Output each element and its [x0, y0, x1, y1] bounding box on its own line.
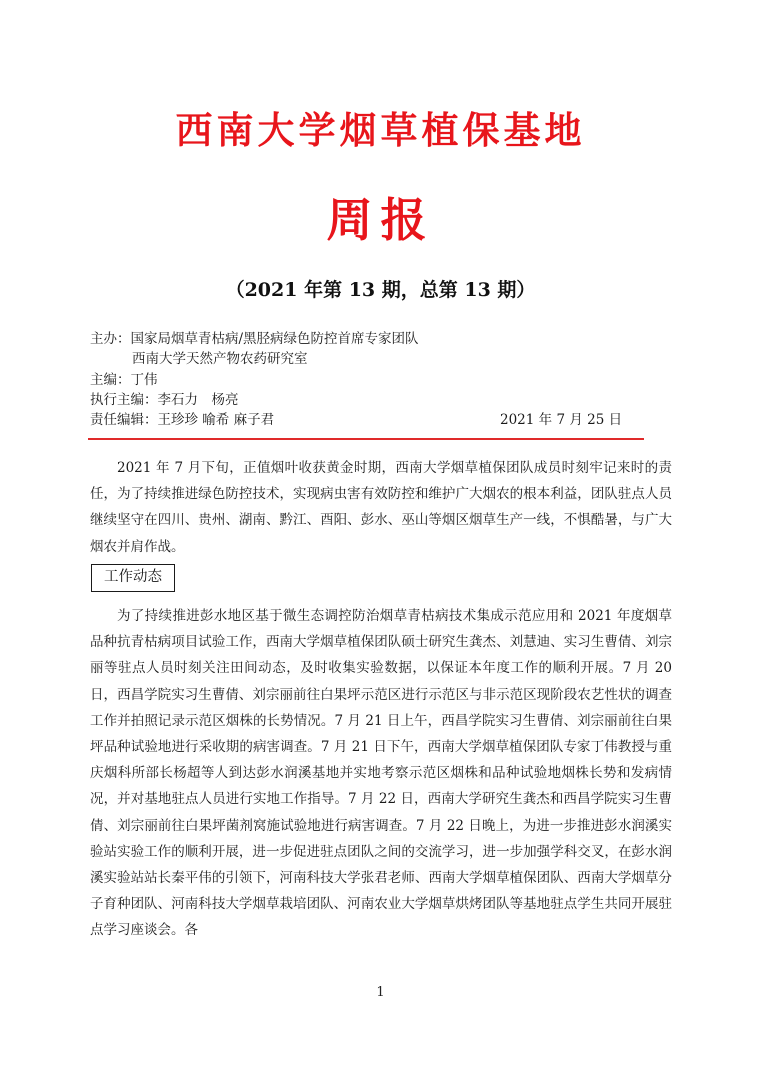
responsible-editors-line: [90, 411, 650, 430]
report-title: 西南大学烟草植保基地: [175, 108, 586, 152]
header-divider: [88, 438, 644, 440]
sponsor-primary: 国家局烟草青枯病/黑胫病绿色防控首席专家团队: [130, 331, 419, 347]
sponsor-line: [90, 330, 650, 349]
chief-editor: 主编：丁伟: [90, 372, 158, 388]
report-subtitle: 周报: [326, 193, 435, 247]
issue-number: （2021 年第 13 期，总第 13 期）: [225, 279, 536, 301]
section-heading: 工作动态: [104, 569, 162, 585]
page-number: 1: [376, 985, 385, 1000]
responsible-editors: 责任编辑：王珍珍 喻希 麻子君: [90, 412, 275, 428]
intro-paragraph: 2021 年 7 月下旬，正值烟叶收获黄金时期，西南大学烟草植保团队成员时刻牢记来时的责任，为了持续推进绿色防控技术，实现病虫害有效防控和维护广大烟农的根本利益，团队驻点人员继续坚守在四川、贵州、湖南、黔江、酉阳、彭水、巫山等烟区烟草生产一线，不惧酷暑，与广大烟农并肩作战。: [90, 460, 672, 555]
issue-date: 2021 年 7 月 25 日: [500, 412, 623, 428]
sponsor-label: 主办：: [90, 331, 131, 347]
sponsor-secondary: 西南大学天然产物农药研究室: [132, 351, 308, 367]
work-news-paragraph: 为了持续推进彭水地区基于微生态调控防治烟草青枯病技术集成示范应用和 2021 年度烟草品种抗青枯病项目试验工作，西南大学烟草植保团队硕士研究生龚杰、刘慧迪、实习生曹倩、刘宗丽等驻点人员时刻关注田间动态，及时收集实验数据，以保证本年度工作的顺利开展。7 月 20 日，西昌学院实习生曹倩、刘宗丽前往白果坪示范区进行示范区与非示范区现阶段农艺性状的调查工作并拍照记录示范区烟株的长势情况。7 月 21 日上午，西昌学院实习生曹倩、刘宗丽前往白果坪品种试验地进行采收期的病害调查。7 月 21 日下午，西南大学烟草植保团队专家丁伟教授与重庆烟科所部长杨超等人到达彭水润溪基地并实地考察示范区烟株和品种试验地烟株长势和发病情况，并对基地驻点人员进行实地工作指导。7 月 22 日，西南大学研究生龚杰和西昌学院实习生曹倩、刘宗丽前往白果坪菌剂窝施试验地进行病害调查。7 月 22 日晚上，为进一步推进彭水润溪实验站实验工作的顺利开展，进一步促进驻点团队之间的交流学习，进一步加强学科交叉，在彭水润溪实验站站长秦平伟的引领下，河南科技大学张君老师、西南大学烟草植保团队、西南大学烟草分子育种团队、河南科技大学烟草栽培团队、河南农业大学烟草烘烤团队等基地驻点学生共同开展驻点学习座谈会。各: [90, 608, 672, 939]
executive-editor: 执行主编：李石力 杨亮: [90, 392, 239, 408]
section-heading-box: [91, 564, 175, 592]
